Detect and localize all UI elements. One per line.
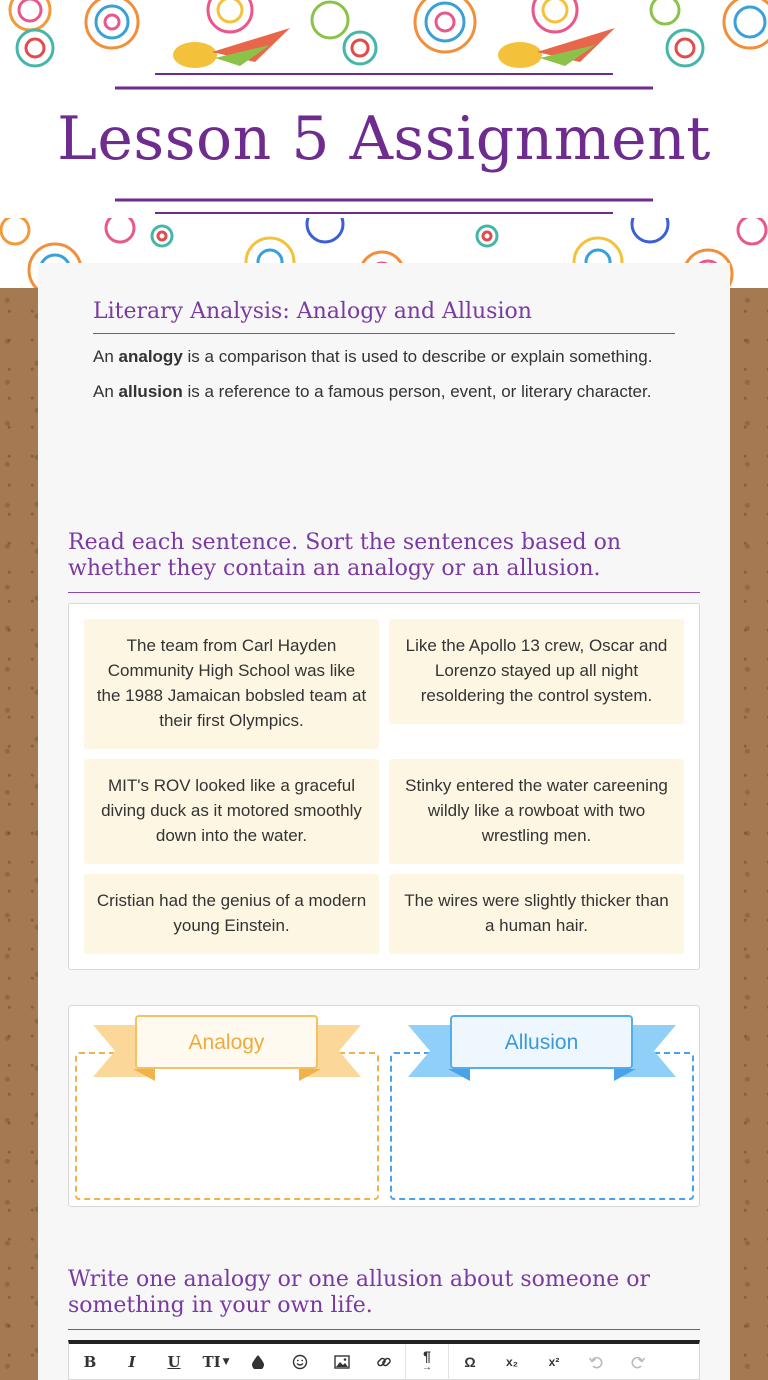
arrow-right-icon: → — [422, 1361, 432, 1373]
analogy-definition — [93, 344, 675, 369]
sentence-card[interactable]: The wires were slightly thicker than a human hair. — [389, 874, 684, 954]
paragraph-direction-button[interactable] — [406, 1344, 448, 1380]
undo-icon — [589, 1355, 603, 1369]
analogy-term: analogy — [118, 347, 183, 366]
analogy-prefix: An — [93, 347, 114, 366]
subscript-button[interactable]: x₂ — [505, 1354, 518, 1369]
allusion-term: allusion — [118, 382, 183, 401]
allusion-prefix: An — [93, 382, 114, 401]
allusion-label: Allusion — [450, 1015, 633, 1069]
droplet-icon — [252, 1355, 264, 1369]
smiley-icon — [292, 1354, 308, 1370]
superscript-button[interactable]: x² — [548, 1354, 560, 1369]
caret-down-icon: ▼ — [222, 1356, 230, 1367]
allusion-definition — [93, 379, 675, 404]
paragraph-icon: ¶ — [423, 1347, 431, 1364]
text-size-label: TI — [202, 1352, 221, 1371]
underline-button[interactable]: U — [167, 1352, 181, 1371]
rich-text-toolbar — [68, 1340, 700, 1380]
sentence-card[interactable]: The team from Carl Hayden Community High School was like the 1988 Jamaican bobsled team at their first Olympics. — [84, 619, 379, 749]
sort-instructions: Read each sentence. Sort the sentences based on whether they contain an analogy or an allusion. — [68, 530, 700, 593]
sentence-card[interactable]: MIT's ROV looked like a graceful diving duck as it motored smoothly down into the water. — [84, 759, 379, 864]
header-banner — [0, 0, 768, 288]
text-size-dropdown[interactable] — [195, 1344, 237, 1380]
insert-link-button[interactable] — [363, 1344, 405, 1380]
intro-section — [93, 299, 675, 404]
analogy-rest: is a comparison that is used to describe or explain something. — [187, 347, 653, 366]
redo-button[interactable] — [617, 1344, 659, 1380]
link-icon — [376, 1354, 392, 1370]
page-title: Lesson 5 Assignment — [57, 104, 711, 174]
sentence-card[interactable]: Stinky entered the water careening wildly like a rowboat with two wrestling men. — [389, 759, 684, 864]
sentence-card[interactable]: Cristian had the genius of a modern young Einstein. — [84, 874, 379, 954]
write-instructions: Write one analogy or one allusion about someone or something in your own life. — [68, 1267, 700, 1330]
special-character-button[interactable]: Ω — [464, 1353, 476, 1370]
worksheet-panel — [38, 263, 730, 1380]
insert-image-button[interactable] — [321, 1344, 363, 1380]
image-icon — [334, 1355, 350, 1369]
text-color-button[interactable] — [237, 1344, 279, 1380]
sentence-card[interactable]: Like the Apollo 13 crew, Oscar and Lorenzo stayed up all night resoldering the control system. — [389, 619, 684, 724]
bold-button[interactable]: B — [83, 1352, 97, 1371]
undo-button[interactable] — [575, 1344, 617, 1380]
italic-button[interactable]: I — [128, 1352, 136, 1371]
emoji-button[interactable] — [279, 1344, 321, 1380]
sort-categories — [68, 1005, 700, 1207]
redo-icon — [631, 1355, 645, 1369]
intro-title: Literary Analysis: Analogy and Allusion — [93, 299, 675, 334]
allusion-rest: is a reference to a famous person, event, or literary character. — [187, 382, 652, 401]
analogy-label: Analogy — [135, 1015, 318, 1069]
sort-card-pool — [68, 603, 700, 970]
